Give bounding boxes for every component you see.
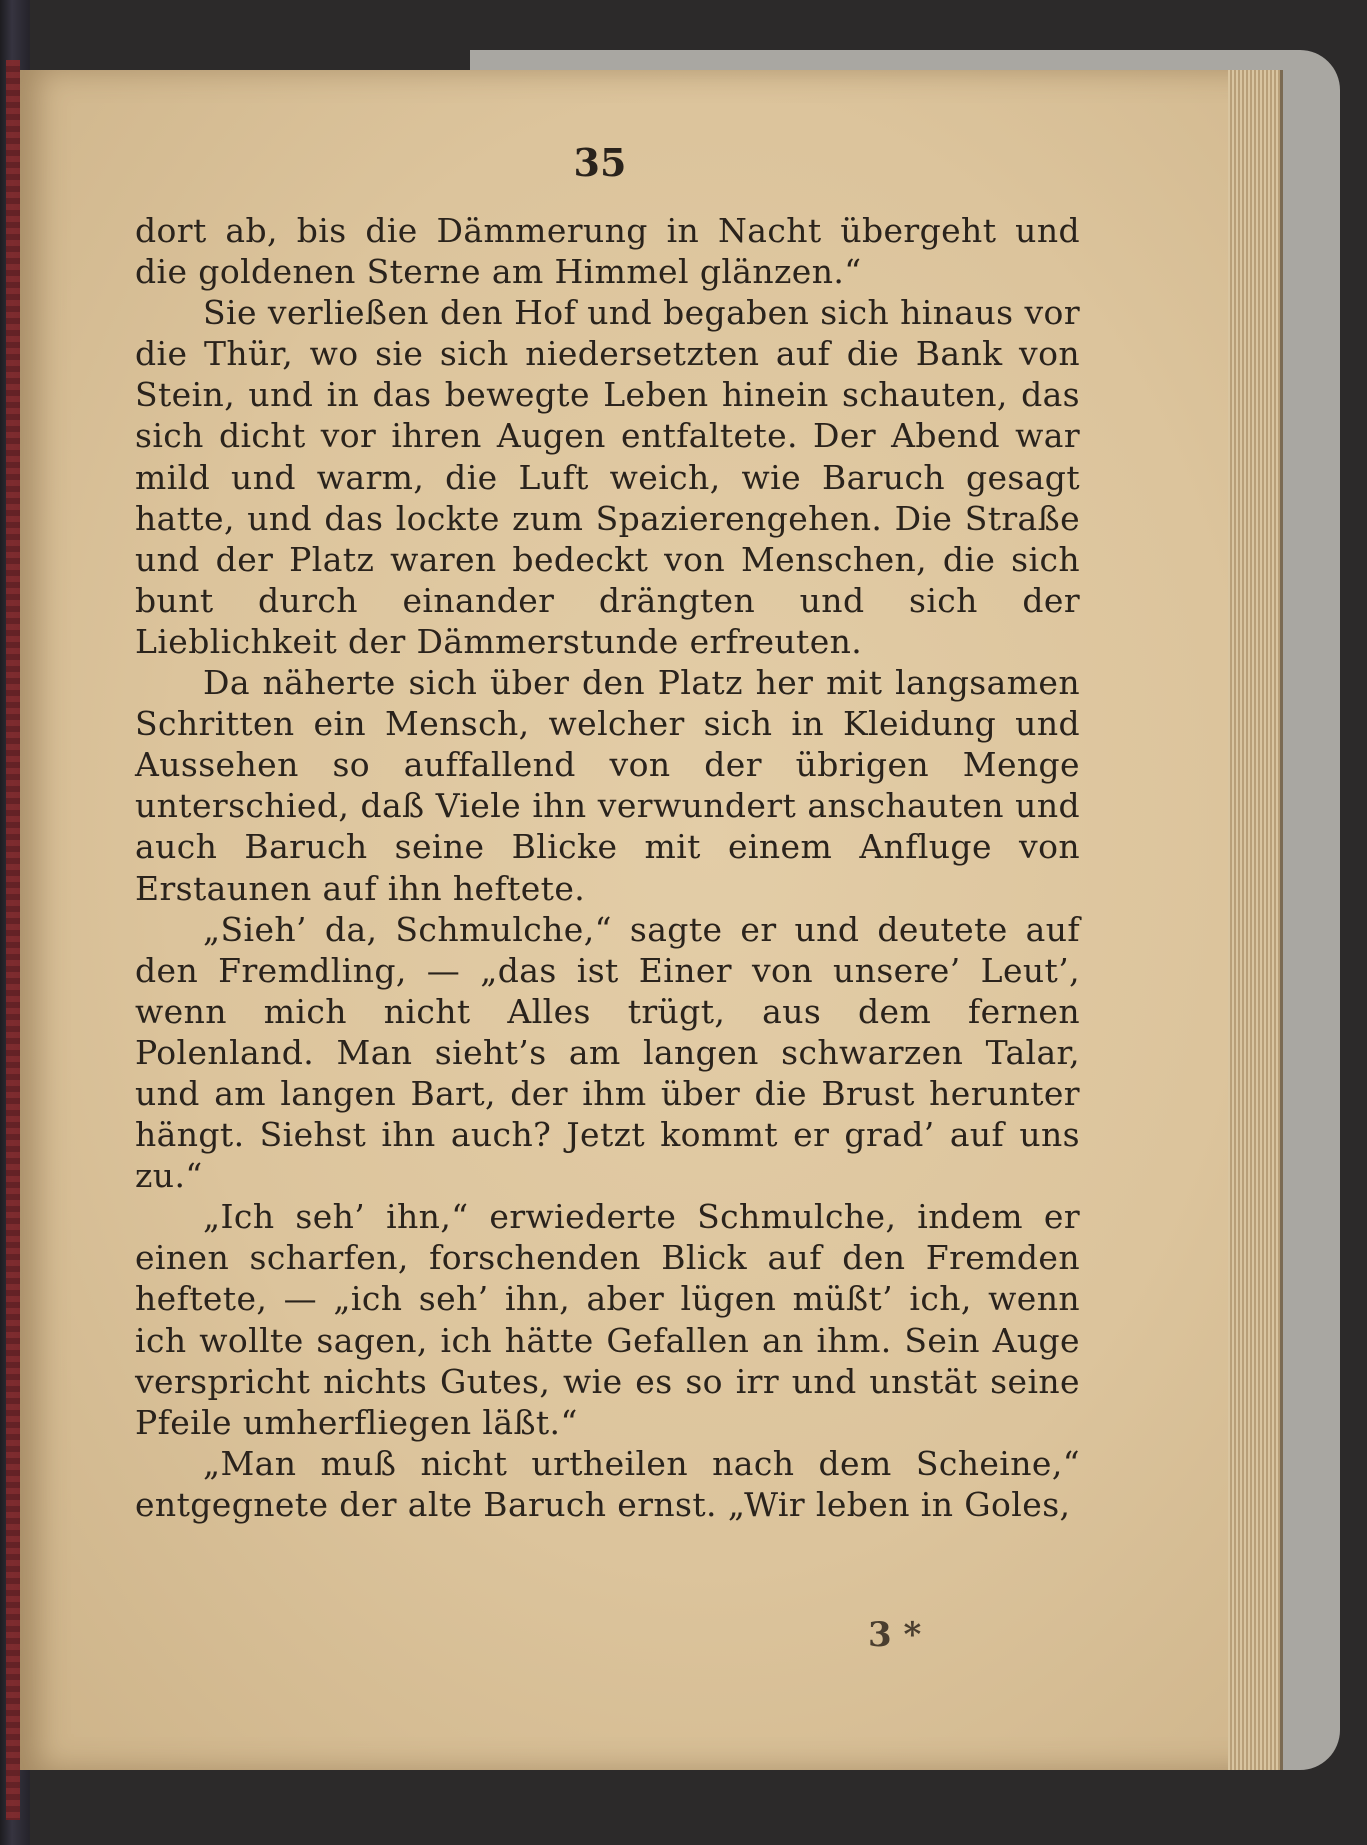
paragraph: „Ich seh’ ihn,“ erwiederte Schmulche, indem er einen scharfen, forschenden Blick auf den Fremden heftete, — „ich seh’ ihn, aber lügen müßt’ ich, wenn ich wollte sagen, ich hätte Gefallen an ihm. Sein Auge verspricht nichts Gutes, wie es so irr und unstät seine Pfeile umherfliegen läßt.“ [135, 1197, 1080, 1442]
signature-mark: 3 * [868, 1615, 922, 1655]
paragraph: „Man muß nicht urtheilen nach dem Scheine,“ entgegnete der alte Baruch ernst. „Wir leben in Goles, [135, 1443, 1080, 1524]
page-number: 35 [573, 140, 627, 185]
spine-red-band [6, 60, 20, 1820]
paragraph: dort ab, bis die Dämmerung in Nacht übergeht und die goldenen Sterne am Himmel glänzen.“ [135, 211, 1080, 292]
body-text [135, 210, 1080, 1525]
paragraph: „Sieh’ da, Schmulche,“ sagte er und deutete auf den Fremdling, — „das ist Einer von unsere’ Leut’, wenn mich nicht Alles trügt, aus dem fernen Polenland. Man sieht’s am langen schwarzen Talar, und am langen Bart, der ihm über die Brust herunter hängt. Siehst ihn auch? Jetzt kommt er grad’ auf uns zu.“ [135, 909, 1080, 1196]
paragraph: Sie verließen den Hof und begaben sich hinaus vor die Thür, wo sie sich niedersetzten auf die Bank von Stein, und in das bewegte Leben hinein schauten, das sich dicht vor ihren Augen entfaltete. Der Abend war mild und warm, die Luft weich, wie Baruch gesagt hatte, und das lockte zum Spazierengehen. Die Straße und der Platz waren bedeckt von Menschen, die sich bunt durch einander drängten und sich der Lieblichkeit der Dämmerstunde erfreuten. [135, 293, 1080, 661]
paragraph: Da näherte sich über den Platz her mit langsamen Schritten ein Mensch, welcher sich in Kleidung und Aussehen so auffallend von der übrigen Menge unterschied, daß Viele ihn verwundert anschauten und auch Baruch seine Blicke mit einem Anfluge von Erstaunen auf ihn heftete. [135, 663, 1080, 908]
page-edges [1228, 70, 1283, 1770]
